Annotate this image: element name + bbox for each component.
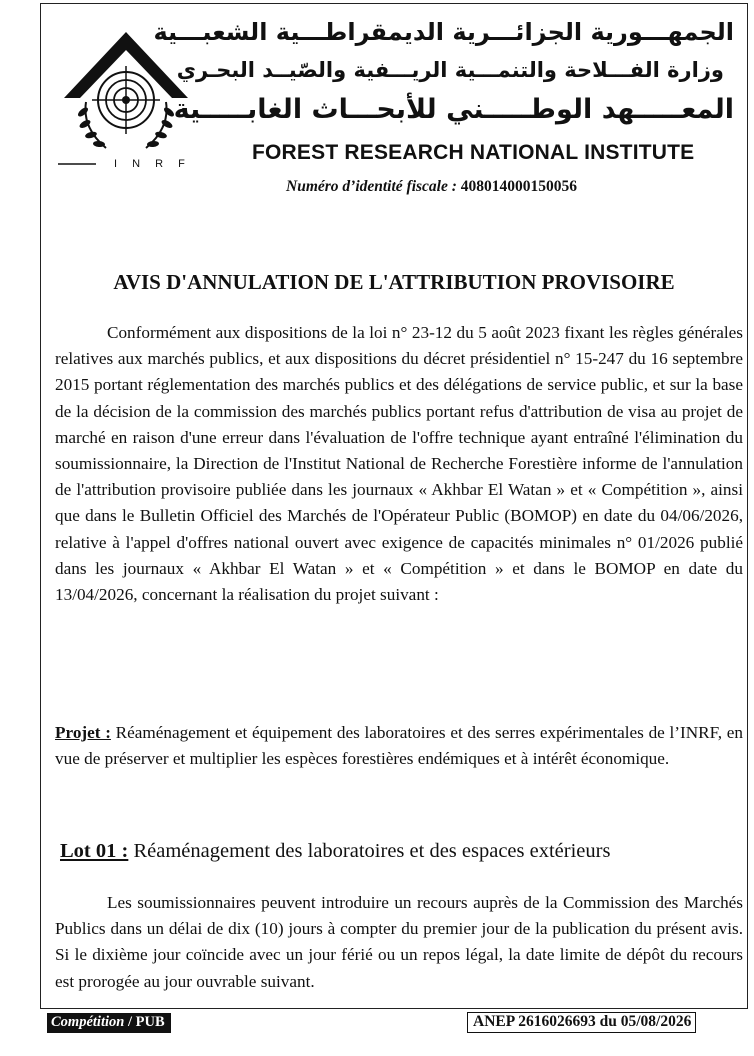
logo-letters: I N R F <box>114 158 191 170</box>
footer-anep: ANEP 2616026693 du 05/08/2026 <box>467 1012 696 1033</box>
fiscal-number: 408014000150056 <box>460 178 578 195</box>
lot-line <box>60 840 610 863</box>
arabic-institute-line: المعـــــهد الوطـــــني للأبحـــاث الغابـــــية <box>173 94 734 125</box>
footer-separator: / <box>124 1014 136 1030</box>
arabic-ministry-line: وزارة الفـــلاحة والتنمـــية الريـــفية والصّيــد البحـري <box>176 58 724 82</box>
arabic-republic-line: الجمهـــورية الجزائـــرية الديمقراطـــية الشعبـــية <box>153 18 734 46</box>
fiscal-id <box>286 178 577 196</box>
paragraph-appeal: Les soumissionnaires peuvent introduire un recours auprès de la Commission des Marchés Publics dans un délai de dix (10) jours à compter du premier jour de la publication du présent avis. Si le dixième jour coïncide avec un jour férié ou un repos légal, la date limite de dépôt du recours est prorogée au jour ouvrable suivant. <box>55 893 743 991</box>
lot-label: Lot 01 : <box>60 840 129 862</box>
footer-pub: PUB <box>135 1014 165 1030</box>
project-label: Projet : <box>55 723 111 742</box>
project-text: Réaménagement et équipement des laboratoires et des serres expérimentales de l’INRF, en vue de préserver et multiplier les espèces forestières endémiques et à intérêt économique. <box>55 723 744 769</box>
paragraph-legal-basis: Conformément aux dispositions de la loi n° 23-12 du 5 août 2023 fixant les règles générales relatives aux marchés publics, et aux dispositions du décret présidentiel n° 15-247 du 16 septembre 2015 portant réglementation des marchés publics et des délégations de service public, et sur la base de la décision de la commission des marchés publics portant refus d'attribution de visa au projet de marché en raison d'une erreur dans l'évaluation de l'offre technique ayant entraîné l'élimination du soumissionnaire, la Direction de l'Institut National de Recherche Forestière informe de l'annulation de l'attribution provisoire publiée dans les journaux « Akhbar El Watan » et « Compétition », ainsi que dans le Bulletin Officiel des Marchés de l'Opérateur Public (BOMOP) en date du 04/06/2026, relative à l'appel d'offres national ouvert avec exigence de capacités minimales n° 01/2026 publié dans les journaux « Akhbar El Watan » et « Compétition » et dans le BOMOP en date du 13/04/2026, concernant la réalisation du projet suivant : <box>55 323 743 605</box>
project-paragraph <box>55 720 743 772</box>
footer-source-name: Compétition <box>51 1014 125 1030</box>
fiscal-label: Numéro d’identité fiscale : <box>286 178 457 195</box>
institute-name: FOREST RESEARCH NATIONAL INSTITUTE <box>252 141 695 164</box>
footer-source <box>47 1013 171 1033</box>
lot-text: Réaménagement des laboratoires et des espaces extérieurs <box>133 840 611 862</box>
notice-title: AVIS D'ANNULATION DE L'ATTRIBUTION PROVISOIRE <box>113 270 675 294</box>
